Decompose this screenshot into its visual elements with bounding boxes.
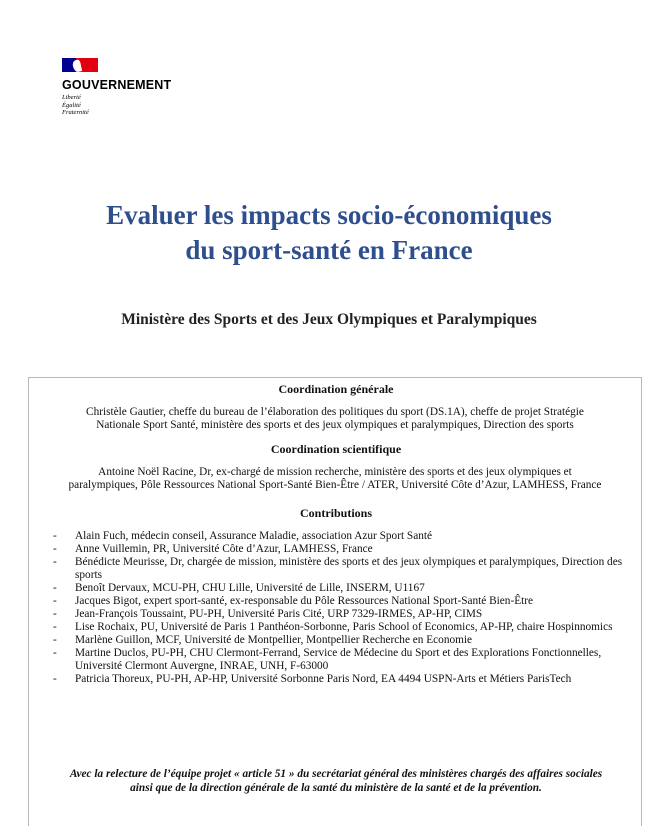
motto-fraternite: Fraternité — [62, 109, 89, 116]
credits-box — [28, 377, 642, 826]
logo-name: GOUVERNEMENT — [62, 78, 172, 92]
coordination-scientifique-text — [35, 466, 635, 492]
title-line-2: du sport-santé en France — [185, 235, 473, 265]
logo-motto — [62, 94, 171, 117]
document-title — [0, 198, 658, 268]
list-item: - Jean-François Toussaint, PU-PH, Université Paris Cité, URP 7329-IRMES, AP-HP, CIMS — [49, 608, 634, 621]
coordination-generale-heading: Coordination générale — [278, 382, 394, 396]
list-item: - Anne Vuillemin, PR, Université Côte d’Azur, LAMHESS, France — [49, 543, 634, 556]
contributions-heading: Contributions — [299, 506, 373, 520]
list-item: - Benoît Dervaux, MCU-PH, CHU Lille, Université de Lille, INSERM, U1167 — [49, 582, 634, 595]
contributions-list — [49, 530, 634, 686]
text-line: Christèle Gautier, cheffe du bureau de l’élaboration des politiques du sport (DS.1A), cheffe de projet Stratégie — [86, 406, 584, 418]
motto-liberte: Liberté — [62, 94, 81, 101]
title-line-1: Evaluer les impacts socio-économiques — [106, 200, 552, 230]
list-item: - Jacques Bigot, expert sport-santé, ex-responsable du Pôle Ressources National Sport-Santé Bien-Être — [49, 595, 634, 608]
government-logo — [62, 58, 171, 117]
document-subtitle: Ministère des Sports et des Jeux Olympiques et Paralympiques — [121, 311, 537, 328]
list-item: - Alain Fuch, médecin conseil, Assurance Maladie, association Azur Sport Santé — [49, 530, 634, 543]
closing-note — [29, 767, 643, 795]
text-line: paralympiques, Pôle Ressources National Sport-Santé Bien-Être / ATER, Université Côte d’Azur, LAMHESS, France — [68, 479, 602, 491]
marianne-flag-icon — [62, 58, 98, 72]
list-item: - Martine Duclos, PU-PH, CHU Clermont-Ferrand, Service de Médecine du Sport et des Explorations Fonctionnelles, Université Clermont Auvergne, INRAE, UNH, F-63000 — [49, 647, 634, 673]
text-line: Antoine Noël Racine, Dr, ex-chargé de mission recherche, ministère des sports et des jeux olympiques et — [98, 466, 572, 478]
list-item: - Patricia Thoreux, PU-PH, AP-HP, Université Sorbonne Paris Nord, EA 4494 USPN-Arts et Métiers ParisTech — [49, 673, 634, 686]
list-item: - Marlène Guillon, MCF, Université de Montpellier, Montpellier Recherche en Economie — [49, 634, 634, 647]
motto-egalite: Égalité — [62, 101, 81, 109]
text-line: Nationale Sport Santé, ministère des sports et des jeux olympiques et paralympiques, Direction des sports — [96, 419, 574, 431]
closing-line: Avec la relecture de l’équipe projet « article 51 » du secrétariat général des ministères chargés des affaires sociales — [69, 768, 603, 780]
closing-line: ainsi que de la direction générale de la santé du ministère de la santé et de la prévention. — [130, 782, 542, 794]
coordination-scientifique-heading: Coordination scientifique — [270, 442, 402, 456]
coordination-generale-text — [35, 406, 635, 432]
list-item: - Lise Rochaix, PU, Université de Paris 1 Panthéon-Sorbonne, Paris School of Economics, AP-HP, chaire Hospinnomics — [49, 621, 634, 634]
list-item: - Bénédicte Meurisse, Dr, chargée de mission, ministère des sports et des jeux olympiques et paralympiques, Direction des sports — [49, 556, 634, 582]
